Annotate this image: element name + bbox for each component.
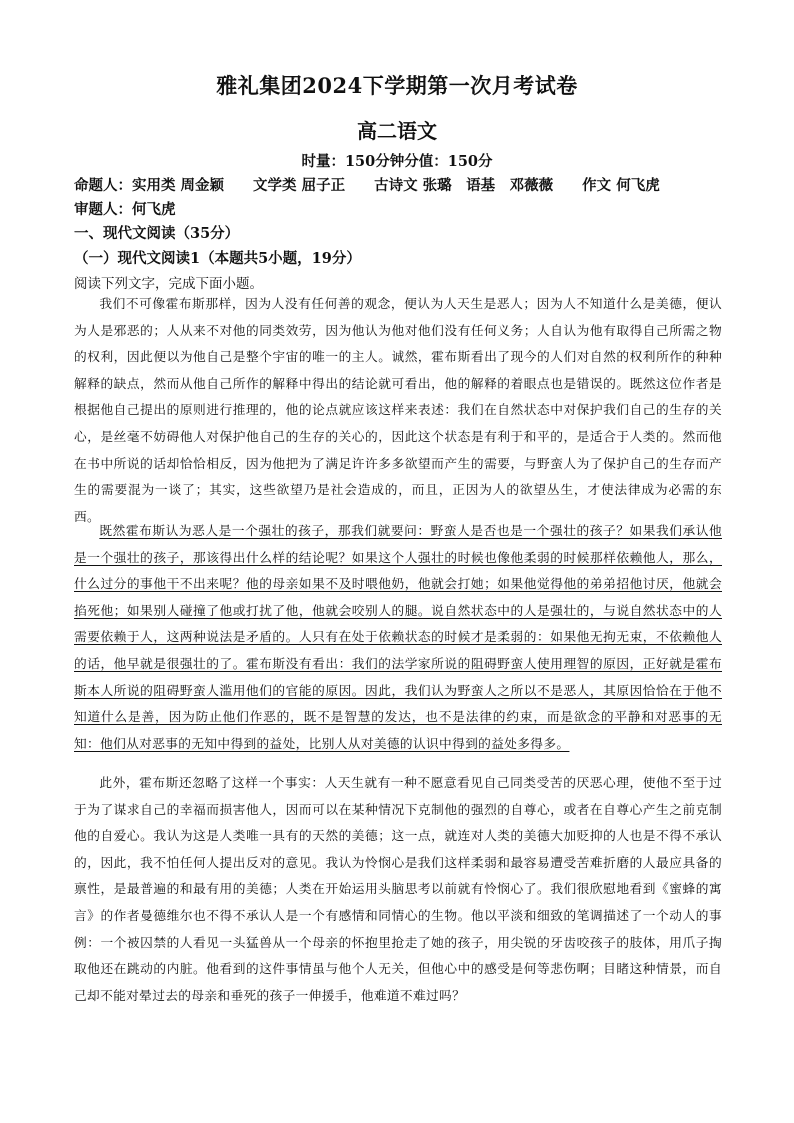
reading-instruction: 阅读下列文字，完成下面小题。: [74, 276, 263, 292]
time-score-line: 时量：150分钟分值：150分: [301, 153, 493, 170]
exam-title: 雅礼集团2024下学期第一次月考试卷: [216, 73, 578, 98]
reviewer-line: 审题人：何飞虎: [74, 201, 176, 218]
passage-paragraph-2: [74, 518, 722, 757]
subject-title: 高二语文: [357, 119, 437, 143]
authors-line: 命题人：实用类 周金颖 文学类 屈子正 古诗文 张璐 语基 邓薇薇 作文 何飞虎: [74, 177, 660, 194]
underlined-passage-text: 既然霍布斯认为恶人是一个强壮的孩子，那我们就要问：野蛮人是否也是一个强壮的孩子？如果我们承认他是一个强壮的孩子，那该得出什么样的结论呢？如果这个人强壮的时候也像他柔弱的时候那样依赖他人，那么，什么过分的事他干不出来呢？他的母亲如果不及时喂他奶，他就会打她；如果他觉得他的弟弟招他讨厌，他就会掐死他；如果别人碰撞了他或打扰了他，他就会咬别人的腿。说自然状态中的人是强壮的，与说自然状态中的人需要依赖于人，这两种说法是矛盾的。人只有在处于依赖状态的时候才是柔弱的：如果他无拘无束，不依赖他人的话，他早就是很强壮的了。霍布斯没有看出：我们的法学家所说的阻碍野蛮人使用理智的原因，正好就是霍布斯本人所说的阻碍野蛮人滥用他们的官能的原因。因此，我们认为野蛮人之所以不是恶人，其原因恰恰在于他不知道什么是善，因为防止他们作恶的，既不是智慧的发达，也不是法律的约束，而是欲念的平静和对恶事的无知：他们从对恶事的无知中得到的益处，比别人从对美德的认识中得到的益处多得多。: [74, 523, 722, 751]
subsection-heading: （一）现代文阅读1（本题共5小题，19分）: [74, 250, 361, 267]
passage-paragraph-3: 此外，霍布斯还忽略了这样一个事实：人天生就有一种不愿意看见自己同类受苦的厌恶心理，使他不至于过于为了谋求自己的幸福而损害他人，因而可以在某种情况下克制他的强烈的自尊心，或者在自尊心产生之前克制他的自爱心。我认为这是人类唯一具有的天然的美德；这一点，就连对人类的美德大加贬抑的人也是不得不承认的，因此，我不怕任何人提出反对的意见。我认为怜悯心是我们这样柔弱和最容易遭受苦难折磨的人最应具备的禀性，是最普遍的和最有用的美德；人类在开始运用头脑思考以前就有怜悯心了。我们很欣慰地看到《蜜蜂的寓言》的作者曼德维尔也不得不承认人是一个有感情和同情心的生物。他以平淡和细致的笔调描述了一个动人的事例：一个被囚禁的人看见一头猛兽从一个母亲的怀抱里抢走了她的孩子，用尖锐的牙齿咬孩子的肢体，用爪子掏取他还在跳动的内脏。他看到的这件事情虽与他个人无关，但他心中的感受是何等悲伤啊；目睹这种情景，而自己却不能对晕过去的母亲和垂死的孩子一伸援手，他难道不难过吗？: [74, 775, 722, 1003]
passage-paragraph-1: 我们不可像霍布斯那样，因为人没有任何善的观念，便认为人天生是恶人；因为人不知道什么是美德，便认为人是邪恶的；人从来不对他的同类效劳，因为他认为他对他们没有任何义务；人自认为他有取得自己所需之物的权利，因此便以为他自己是整个宇宙的唯一的主人。诚然，霍布斯看出了现今的人们对自然的权利所作的种种解释的缺点，然而从他自己所作的解释中得出的结论就可看出，他的解释的着眼点也是错误的。既然这位作者是根据他自己提出的原则进行推理的，他的论点就应该这样来表述：我们在自然状态中对保护我们自己的生存的关心，是丝毫不妨碍他人对保护他自己的生存的关心的，因此这个状态是有利于和平的，是适合于人类的。然而他在书中所说的话却恰恰相反，因为他把为了满足许许多多欲望而产生的需要，与野蛮人为了保护自己的生存而产生的需要混为一谈了；其实，这些欲望乃是社会造成的，而且，正因为人的欲望丛生，才使法律成为必需的东西。: [74, 296, 722, 524]
section-heading: 一、现代文阅读（35分）: [74, 225, 240, 242]
